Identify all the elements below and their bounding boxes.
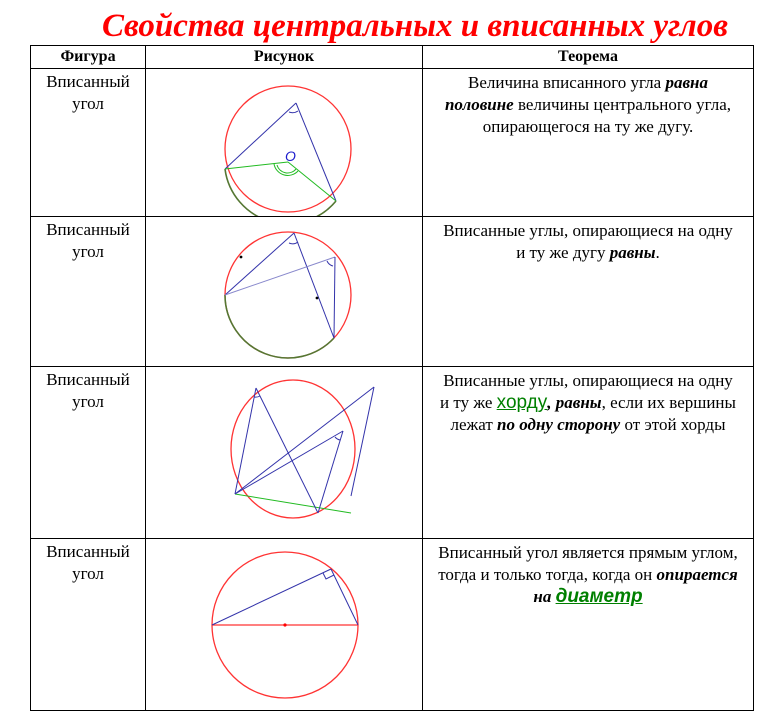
header-figure: Фигура [31, 46, 146, 69]
figure-line-2: угол [72, 392, 104, 411]
figure-cell [31, 69, 146, 217]
inscribed-central-angle-drawing [146, 69, 423, 216]
drawing-cell [146, 367, 423, 539]
base-chord [235, 494, 351, 513]
figure-cell [31, 539, 146, 711]
figure-line-2: угол [72, 94, 104, 113]
theorem-emphasis: равны [609, 243, 656, 262]
angle-mark [254, 396, 260, 397]
figure-cell [31, 367, 146, 539]
angle-mark [289, 111, 298, 113]
table-row [31, 217, 754, 367]
figure-cell [31, 217, 146, 367]
figure-line-1: Вписанный [46, 370, 130, 389]
page-title: Свойства центральных и вписанных углов [102, 8, 728, 44]
figure-line-2: угол [72, 242, 104, 261]
center-point [283, 623, 286, 626]
theorem-text: от этой хорды [620, 415, 726, 434]
right-angle-mark [323, 573, 334, 579]
figure-line-1: Вписанный [46, 220, 130, 239]
theorem-text: Вписанные углы, опирающиеся на одну и ту же дугу [443, 221, 733, 262]
arc [225, 295, 334, 358]
drawing-cell [146, 217, 423, 367]
theorem-emphasis: по одну сторону [497, 415, 621, 434]
theorem-text: Величина вписанного угла [468, 73, 666, 92]
table-row [31, 539, 754, 711]
theorem-cell [423, 217, 754, 367]
theorem-emphasis: опирается на [533, 565, 738, 606]
theorem-text: величины центрального угла, опирающегося на ту же дугу. [482, 95, 732, 136]
theorem-text: . [655, 243, 660, 262]
table-row [31, 367, 754, 539]
properties-table [30, 45, 754, 711]
header-row [31, 46, 754, 69]
right-angle-diameter-drawing [146, 539, 423, 710]
theorem-text: Вписанные углы, опирающиеся на одну и ту же [440, 371, 733, 412]
theorem-emphasis: , равны [547, 393, 602, 412]
chord [331, 569, 358, 625]
center-label: O [285, 148, 296, 164]
table-row [31, 69, 754, 217]
chord [225, 233, 294, 295]
header-drawing: Рисунок [146, 46, 423, 69]
chord [334, 257, 335, 338]
figure-line-2: угол [72, 564, 104, 583]
inscribed-angles-chord-drawing [146, 367, 423, 538]
diameter-link[interactable]: диаметр [555, 586, 643, 607]
angle-mark [327, 261, 333, 266]
drawing-cell [146, 69, 423, 217]
chord-link[interactable]: хорду [496, 392, 548, 413]
theorem-emphasis: равна половине [444, 73, 708, 114]
theorem-cell [423, 539, 754, 711]
chord [225, 257, 335, 295]
radius-right [288, 162, 336, 201]
theorem-cell [423, 69, 754, 217]
figure-line-1: Вписанный [46, 72, 130, 91]
theorem-text: , если их вершины лежат [450, 393, 736, 434]
equal-inscribed-angles-drawing [146, 217, 423, 366]
header-theorem: Теорема [423, 46, 754, 69]
theorem-cell [423, 367, 754, 539]
chord [294, 233, 334, 338]
angle-mark [289, 242, 298, 244]
figure-line-1: Вписанный [46, 542, 130, 561]
point [316, 297, 319, 300]
chord-right [296, 103, 336, 201]
chord [235, 387, 374, 494]
point [240, 256, 243, 259]
angle-mark [335, 437, 340, 440]
theorem-text: Вписанный угол является прямым углом, тогда и только тогда, когда он [438, 543, 738, 584]
drawing-cell [146, 539, 423, 711]
